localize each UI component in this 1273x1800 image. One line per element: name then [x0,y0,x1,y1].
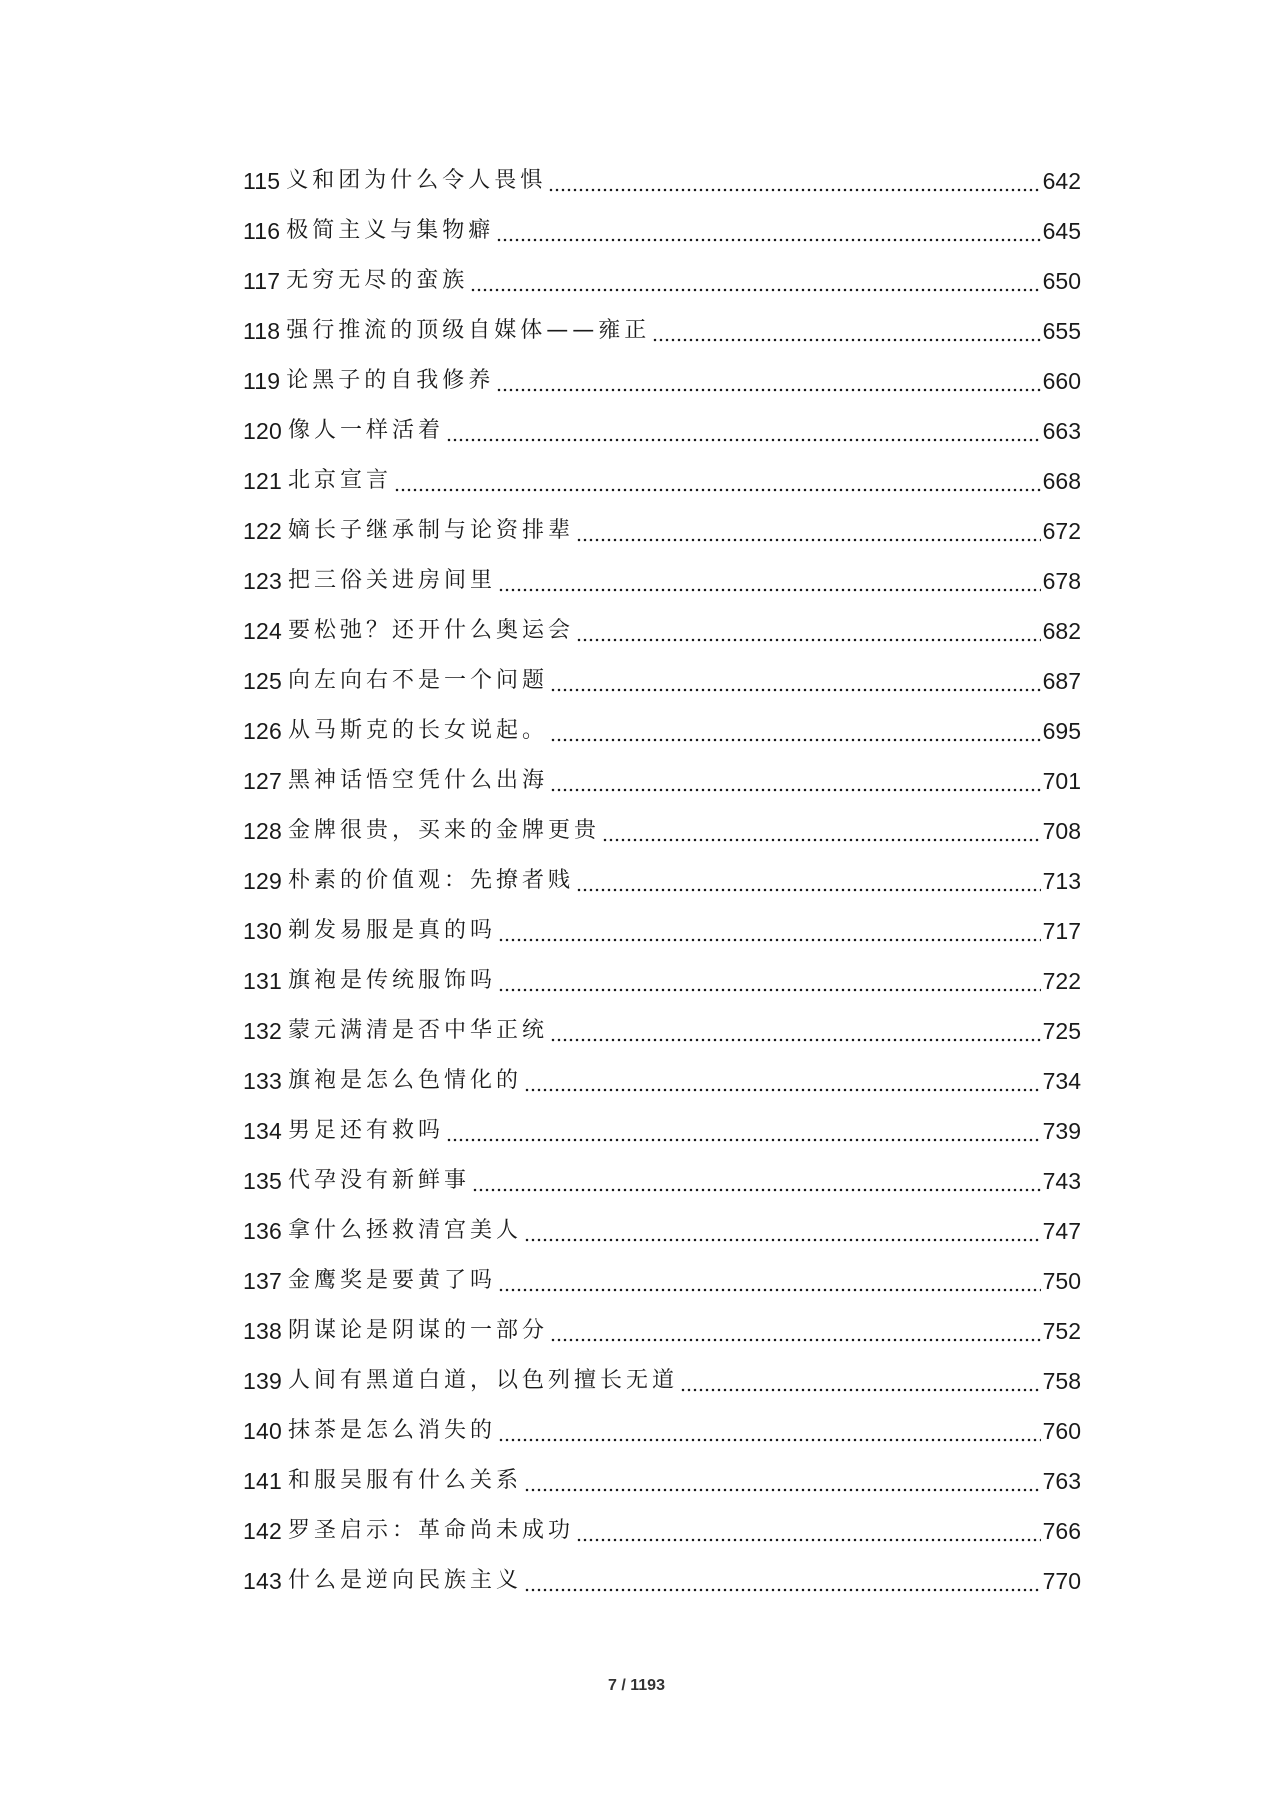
toc-entry[interactable] [243,1206,1081,1256]
toc-entry-number: 126 [243,718,282,744]
toc-entry-title: 阴谋论是阴谋的一部分 [287,1318,548,1343]
dot-leader [524,1483,1041,1493]
table-of-contents [243,156,1081,1606]
dot-leader [498,1283,1041,1293]
toc-entry-page-number: 678 [1042,568,1081,594]
dot-leader [576,883,1041,893]
toc-entry[interactable] [243,1506,1081,1556]
toc-entry[interactable] [243,256,1081,306]
toc-entry-number: 138 [243,1318,282,1344]
toc-entry-page-number: 695 [1042,718,1081,744]
toc-entry-number: 139 [243,1368,282,1394]
toc-entry-page-number: 701 [1042,768,1081,794]
toc-entry-page-number: 650 [1042,268,1081,294]
toc-entry[interactable] [243,756,1081,806]
toc-entry[interactable] [243,306,1081,356]
toc-entry-title: 什么是逆向民族主义 [287,1568,522,1593]
dot-leader [576,633,1041,643]
dot-leader [496,383,1040,393]
toc-entry-page-number: 668 [1042,468,1081,494]
dot-leader [524,1083,1041,1093]
dot-leader [652,333,1040,343]
toc-entry-page-number: 722 [1042,968,1081,994]
toc-entry[interactable] [243,1106,1081,1156]
toc-entry-page-number: 739 [1042,1118,1081,1144]
dot-leader [524,1233,1041,1243]
toc-entry-title: 嫡长子继承制与论资排辈 [287,518,574,543]
toc-entry-title: 蒙元满清是否中华正统 [287,1018,548,1043]
toc-entry-number: 142 [243,1518,282,1544]
toc-entry-number: 121 [243,468,282,494]
toc-entry-number: 118 [243,318,281,344]
toc-entry-title: 义和团为什么令人畏惧 [286,168,547,193]
toc-entry-page-number: 655 [1042,318,1081,344]
toc-entry-page-number: 687 [1042,668,1081,694]
toc-entry[interactable] [243,556,1081,606]
toc-entry[interactable] [243,506,1081,556]
dot-leader [550,683,1041,693]
toc-entry-title: 代孕没有新鲜事 [287,1168,470,1193]
toc-entry-page-number: 672 [1042,518,1081,544]
toc-entry-title: 像人一样活着 [287,418,444,443]
toc-entry-title: 北京宣言 [287,468,392,493]
toc-entry-number: 123 [243,568,282,594]
toc-entry-page-number: 708 [1042,818,1081,844]
toc-entry-number: 137 [243,1268,282,1294]
dot-leader [496,233,1040,243]
dot-leader [576,1533,1041,1543]
toc-entry-title: 论黑子的自我修养 [286,368,495,393]
toc-entry-number: 127 [243,768,282,794]
toc-entry[interactable] [243,806,1081,856]
dot-leader [446,433,1041,443]
toc-entry-title: 把三俗关进房间里 [287,568,496,593]
toc-entry-title: 黑神话悟空凭什么出海 [287,768,548,793]
toc-entry[interactable] [243,456,1081,506]
toc-entry[interactable] [243,1256,1081,1306]
toc-entry-number: 124 [243,618,282,644]
toc-entry-page-number: 717 [1042,918,1081,944]
dot-leader [576,533,1041,543]
toc-entry[interactable] [243,156,1081,206]
toc-entry-title: 抹茶是怎么消失的 [287,1418,496,1443]
toc-entry-number: 120 [243,418,282,444]
toc-entry-page-number: 758 [1042,1368,1081,1394]
toc-entry-number: 131 [243,968,282,994]
dot-leader [394,483,1041,493]
toc-entry-page-number: 747 [1042,1218,1081,1244]
dot-leader [498,1433,1041,1443]
toc-entry[interactable] [243,356,1081,406]
dot-leader [602,833,1041,843]
toc-entry[interactable] [243,1456,1081,1506]
toc-entry-page-number: 663 [1042,418,1081,444]
toc-entry[interactable] [243,906,1081,956]
toc-entry-number: 115 [243,168,281,194]
toc-entry-title: 朴素的价值观：先撩者贱 [287,868,574,893]
toc-entry[interactable] [243,606,1081,656]
toc-entry-title: 旗袍是传统服饰吗 [287,968,496,993]
toc-entry-title: 从马斯克的长女说起。 [287,718,548,743]
toc-entry-number: 129 [243,868,282,894]
toc-entry-number: 130 [243,918,282,944]
toc-entry[interactable] [243,1356,1081,1406]
dot-leader [550,733,1041,743]
toc-entry-page-number: 743 [1042,1168,1081,1194]
toc-entry[interactable] [243,656,1081,706]
dot-leader [524,1583,1041,1593]
toc-entry-title: 拿什么拯救清宫美人 [287,1218,522,1243]
toc-entry-title: 旗袍是怎么色情化的 [287,1068,522,1093]
toc-entry[interactable] [243,706,1081,756]
toc-entry[interactable] [243,1006,1081,1056]
toc-entry-number: 133 [243,1068,282,1094]
page-number-footer: 7 / 1193 [608,1677,665,1694]
dot-leader [550,1333,1041,1343]
toc-entry-number: 141 [243,1468,282,1494]
dot-leader [472,1183,1041,1193]
dot-leader [470,283,1040,293]
dot-leader [548,183,1040,193]
toc-entry-number: 117 [243,268,281,294]
toc-entry-page-number: 642 [1042,168,1081,194]
toc-entry-number: 119 [243,368,281,394]
toc-entry-title: 极简主义与集物癖 [286,218,495,243]
toc-entry-page-number: 752 [1042,1318,1081,1344]
toc-entry[interactable] [243,1556,1081,1606]
toc-entry[interactable] [243,1306,1081,1356]
toc-entry-page-number: 734 [1042,1068,1081,1094]
toc-entry-number: 132 [243,1018,282,1044]
toc-entry-number: 116 [243,218,281,244]
toc-entry-number: 128 [243,818,282,844]
toc-entry-title: 人间有黑道白道，以色列擅长无道 [287,1368,678,1393]
toc-entry-page-number: 725 [1042,1018,1081,1044]
toc-entry-number: 135 [243,1168,282,1194]
toc-entry-page-number: 660 [1042,368,1081,394]
toc-entry-title: 和服吴服有什么关系 [287,1468,522,1493]
toc-entry-number: 136 [243,1218,282,1244]
toc-entry-page-number: 770 [1042,1568,1081,1594]
toc-entry-title: 无穷无尽的蛮族 [286,268,469,293]
toc-entry-page-number: 713 [1042,868,1081,894]
toc-entry[interactable] [243,956,1081,1006]
toc-entry-title: 强行推流的顶级自媒体——雍正 [286,318,651,343]
dot-leader [446,1133,1041,1143]
dot-leader [550,1033,1041,1043]
toc-entry-title: 向左向右不是一个问题 [287,668,548,693]
toc-entry-page-number: 763 [1042,1468,1081,1494]
toc-entry[interactable] [243,1056,1081,1106]
toc-entry-title: 金鹰奖是要黄了吗 [287,1268,496,1293]
dot-leader [680,1383,1041,1393]
toc-entry-page-number: 760 [1042,1418,1081,1444]
toc-entry[interactable] [243,1406,1081,1456]
toc-entry[interactable] [243,206,1081,256]
toc-entry-page-number: 645 [1042,218,1081,244]
dot-leader [498,983,1041,993]
dot-leader [550,783,1041,793]
toc-entry-page-number: 766 [1042,1518,1081,1544]
toc-entry-title: 要松弛？还开什么奥运会 [287,618,574,643]
toc-entry[interactable] [243,406,1081,456]
toc-entry-title: 金牌很贵，买来的金牌更贵 [287,818,600,843]
toc-entry-number: 140 [243,1418,282,1444]
toc-entry-number: 134 [243,1118,282,1144]
toc-entry-page-number: 750 [1042,1268,1081,1294]
toc-entry[interactable] [243,1156,1081,1206]
toc-entry-title: 罗圣启示：革命尚未成功 [287,1518,574,1543]
toc-entry-number: 125 [243,668,282,694]
toc-entry-page-number: 682 [1042,618,1081,644]
dot-leader [498,933,1041,943]
toc-entry-title: 剃发易服是真的吗 [287,918,496,943]
toc-entry-number: 143 [243,1568,282,1594]
toc-entry[interactable] [243,856,1081,906]
dot-leader [498,583,1041,593]
toc-entry-number: 122 [243,518,282,544]
toc-entry-title: 男足还有救吗 [287,1118,444,1143]
